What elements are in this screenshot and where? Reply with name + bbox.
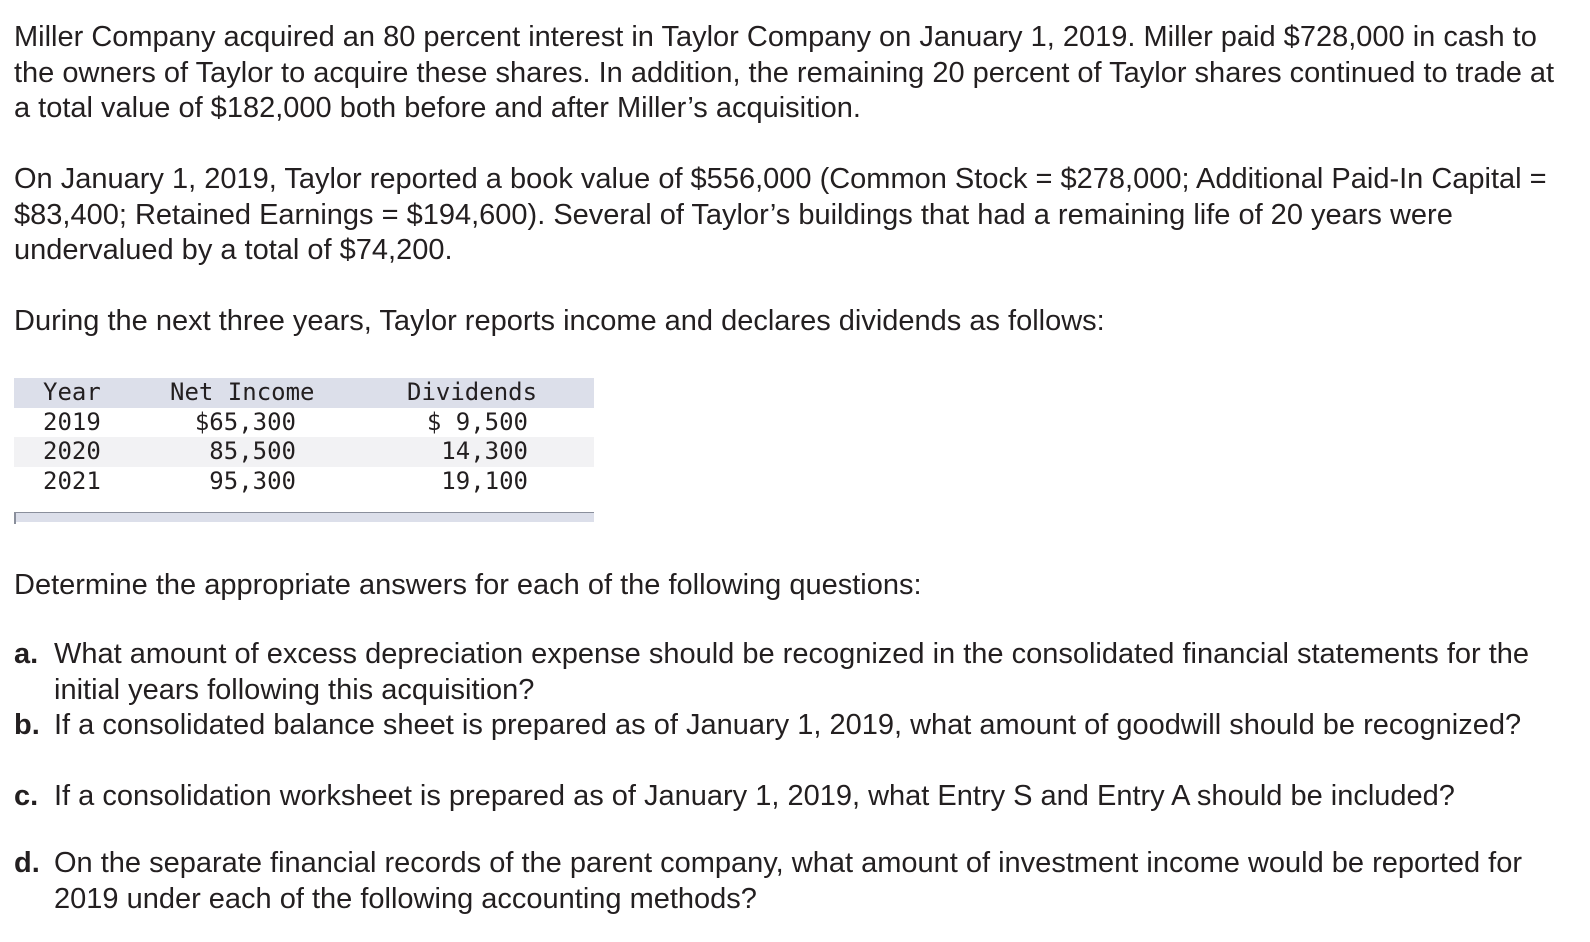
question-label: c.: [14, 780, 39, 812]
cell-year: 2021: [43, 466, 101, 495]
question-label: a.: [14, 638, 39, 670]
question-text: On the separate financial records of the parent company, what amount of investment income would be reported for 2019 under each of the following accounting methods?: [54, 847, 1522, 915]
table-row: [14, 467, 594, 497]
table-header-row: [14, 378, 594, 408]
table-scrollbar-rule: [14, 512, 594, 522]
header-net-income: Net Income: [170, 378, 315, 406]
cell-net-income: 95,300: [209, 466, 296, 495]
table-row: [14, 408, 594, 438]
question-b: [14, 708, 1574, 744]
question-c: [14, 779, 1574, 815]
cell-dividends: 14,300: [441, 437, 528, 465]
income-dividends-table: [14, 378, 594, 522]
table-row: [14, 437, 594, 467]
question-a: [14, 637, 1574, 708]
cell-year: 2019: [43, 407, 101, 436]
question-text: If a consolidation worksheet is prepared as of January 1, 2019, what Entry S and Entry A should be included?: [54, 780, 1455, 812]
question-label: d.: [14, 847, 40, 879]
question-text: If a consolidated balance sheet is prepared as of January 1, 2019, what amount of goodwill should be recognized?: [54, 709, 1522, 741]
cell-dividends: $ 9,500: [426, 407, 528, 436]
book-value-paragraph: On January 1, 2019, Taylor reported a book value of $556,000 (Common Stock = $278,000; Additional Paid-In Capital = $83,400; Retained Earnings = $194,600). Several of Taylor’s buildings that had a remaining life of 20 years were undervalued by a total of $74,200.: [14, 163, 1547, 266]
cell-net-income: $65,300: [194, 407, 296, 436]
cell-dividends: 19,100: [441, 466, 528, 495]
question-label: b.: [14, 709, 40, 741]
intro-paragraph: Miller Company acquired an 80 percent interest in Taylor Company on January 1, 2019. Miller paid $728,000 in cash to the owners of Taylor to acquire these shares. In addition, the remaining 20 percent of Taylor shares continued to trade at a total value of $182,000 both before and after Miller’s acquisition.: [14, 21, 1555, 124]
question-text: What amount of excess depreciation expense should be recognized in the consolidated financial statements for the initial years following this acquisition?: [54, 638, 1530, 706]
table-rule-tick: [14, 512, 16, 524]
cell-year: 2020: [43, 437, 101, 465]
income-dividends-intro: During the next three years, Taylor reports income and declares dividends as follows:: [14, 305, 1105, 337]
header-year: Year: [43, 378, 101, 406]
question-d: [14, 846, 1574, 917]
cell-net-income: 85,500: [209, 437, 296, 465]
header-dividends: Dividends: [407, 378, 538, 406]
instructions-paragraph: Determine the appropriate answers for each of the following questions:: [14, 569, 922, 601]
